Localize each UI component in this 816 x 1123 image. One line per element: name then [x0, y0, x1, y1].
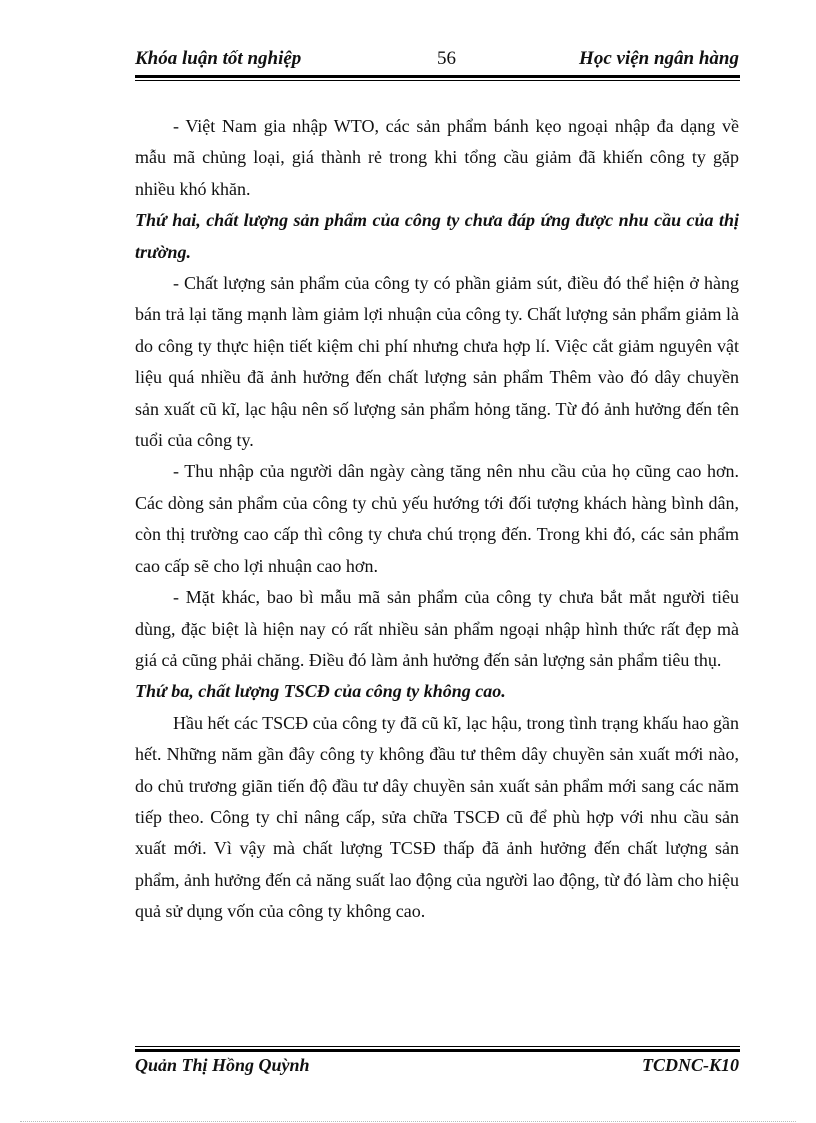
header-thesis-title: Khóa luận tốt nghiệp: [135, 48, 302, 69]
paragraph: - Mặt khác, bao bì mẫu mã sản phẩm của công ty chưa bắt mắt người tiêu dùng, đặc biệt là hiện nay có rất nhiều sản phẩm ngoại nhập hình thức rất đẹp mà giá cả cũng phải chăng. Điều đó làm ảnh hưởng đến sản lượng sản phẩm tiêu thụ.: [135, 587, 739, 670]
paragraph: - Thu nhập của người dân ngày càng tăng nên nhu cầu của họ cũng cao hơn. Các dòng sản phẩm của công ty chủ yếu hướng tới đối tượng khách hàng bình dân, còn thị trường cao cấp thì công ty chưa chú trọng đến. Trong khi đó, các sản phẩm cao cấp sẽ cho lợi nhuận cao hơn.: [135, 461, 739, 576]
section-heading: Thứ ba, chất lượng TSCĐ của công ty không cao.: [135, 681, 506, 702]
footer-rule-thick: [135, 1049, 740, 1052]
header-institution: Học viện ngân hàng: [579, 48, 739, 69]
page-header: [135, 46, 739, 74]
page-number: 56: [437, 48, 456, 69]
header-rule-thick: [135, 75, 740, 78]
footer-author: Quản Thị Hồng Quỳnh: [135, 1055, 310, 1075]
paragraph: - Chất lượng sản phẩm của công ty có phần giảm sút, điều đó thể hiện ở hàng bán trả lại tăng mạnh làm giảm lợi nhuận của công ty. Chất lượng sản phẩm giảm là do công ty thực hiện tiết kiệm chi phí nhưng chưa hợp lí. Việc cắt giảm nguyên vật liệu quá nhiều đã ảnh hưởng đến chất lượng sản phẩm Thêm vào đó dây chuyền sản xuất cũ kĩ, lạc hậu nên số lượng sản phẩm hỏng tăng. Từ đó ảnh hưởng đến tên tuổi của công ty.: [135, 273, 739, 451]
paragraph: - Việt Nam gia nhập WTO, các sản phẩm bánh kẹo ngoại nhập đa dạng về mẫu mã chủng loại, giá thành rẻ trong khi tổng cầu giảm đã khiến công ty gặp nhiều khó khăn.: [135, 116, 739, 199]
body-text: [135, 111, 739, 928]
section-heading: Thứ hai, chất lượng sản phẩm của công ty chưa đáp ứng được nhu cầu của thị trường.: [135, 210, 739, 262]
footer-rule-thin: [135, 1046, 740, 1047]
paragraph: Hầu hết các TSCĐ của công ty đã cũ kĩ, lạc hậu, trong tình trạng khấu hao gần hết. Những năm gần đây công ty không đầu tư thêm dây chuyền sản xuất mới nào, do chủ trương giãn tiến độ đầu tư dây chuyền sản xuất sản phẩm mới sang các năm tiếp theo. Công ty chỉ nâng cấp, sửa chữa TSCĐ cũ để phù hợp với nhu cầu sản xuất mới. Vì vậy mà chất lượng TCSĐ thấp đã ảnh hưởng đến chất lượng sản phẩm, ảnh hưởng đến cả năng suất lao động của người lao động, từ đó làm cho hiệu quả sử dụng vốn của công ty không cao.: [135, 712, 739, 922]
footer-class-code: TCDNC-K10: [641, 1055, 739, 1075]
header-rule-thin: [135, 80, 740, 81]
page-bottom-divider: [20, 1121, 796, 1122]
page-footer: [135, 1055, 739, 1081]
